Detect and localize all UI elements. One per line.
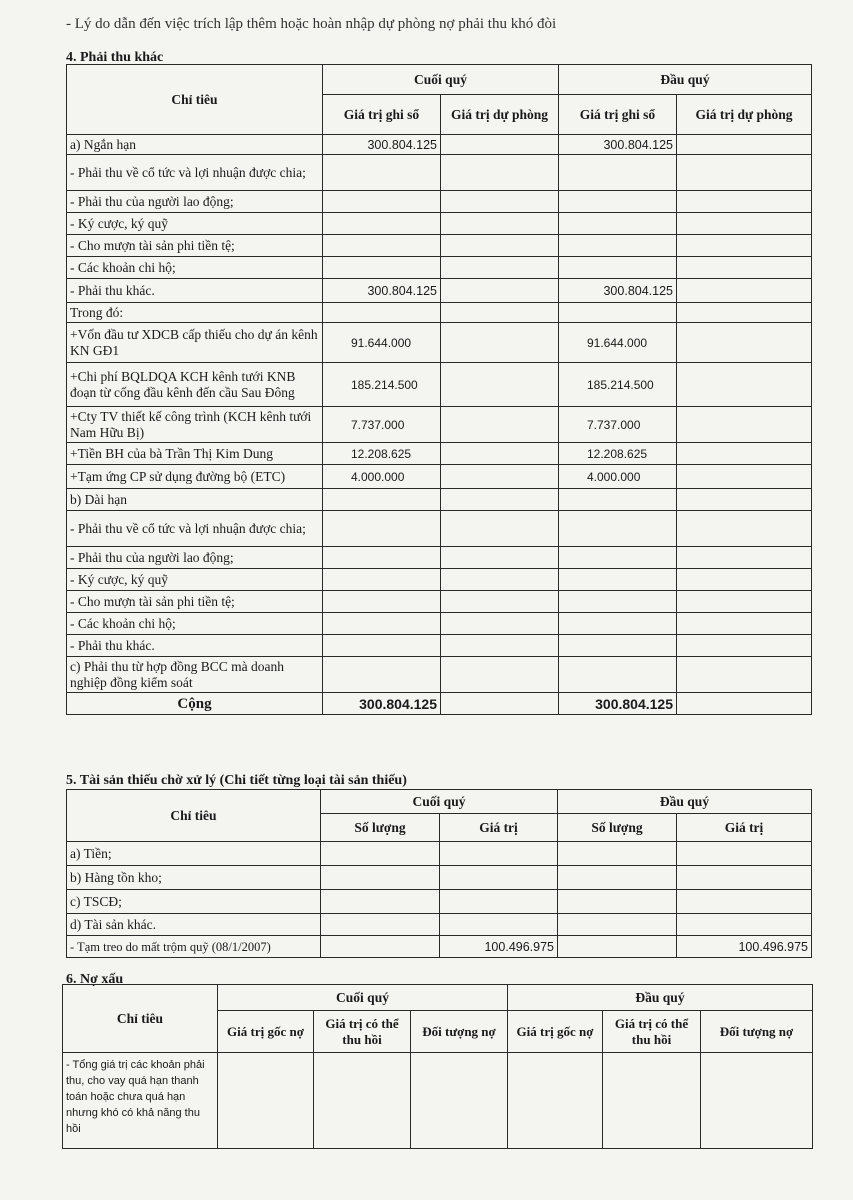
cell-dau-gia-tri xyxy=(677,914,812,936)
row-label: - Phải thu khác. xyxy=(67,279,323,303)
col-dau-quy: Đầu quý xyxy=(558,790,812,814)
cell-cuoi-ghi-so xyxy=(323,191,441,213)
table-row xyxy=(67,407,812,443)
table-row xyxy=(67,135,812,155)
cell-dau-du-phong xyxy=(677,591,812,613)
table-row xyxy=(67,465,812,489)
cell-cuoi-gia-tri xyxy=(440,842,558,866)
cell-cuoi-du-phong xyxy=(441,323,559,363)
row-label: - Ký cược, ký quỹ xyxy=(67,213,323,235)
cell-dau-ghi-so xyxy=(559,235,677,257)
cell-dau-du-phong xyxy=(677,547,812,569)
total-empty xyxy=(677,693,812,715)
table-row xyxy=(67,914,812,936)
cell-dau-du-phong xyxy=(677,407,812,443)
cell-cuoi-so-luong xyxy=(321,890,440,914)
col-du-phong-cuoi: Giá trị dự phòng xyxy=(441,95,559,135)
cell-dau-du-phong xyxy=(677,303,812,323)
intro-line: - Lý do dẫn đến việc trích lập thêm hoặc hoàn nhập dự phòng nợ phải thu khó đòi xyxy=(66,16,557,32)
cell-cuoi-du-phong xyxy=(441,135,559,155)
cell-cuoi-du-phong xyxy=(441,635,559,657)
cell-cuoi-du-phong xyxy=(441,303,559,323)
cell-cuoi-du-phong xyxy=(441,489,559,511)
cell-dau-ghi-so xyxy=(559,591,677,613)
cell-dau-ghi-so: 91.644.000 xyxy=(559,323,677,363)
table-row xyxy=(67,569,812,591)
col-cuoi-quy: Cuối quý xyxy=(321,790,558,814)
row-label: - Cho mượn tài sản phi tiền tệ; xyxy=(67,235,323,257)
cell-cuoi-ghi-so xyxy=(323,591,441,613)
col-goc-dau: Giá trị gốc nợ xyxy=(508,1011,603,1053)
cell-cuoi-du-phong xyxy=(441,657,559,693)
row-label: Trong đó: xyxy=(67,303,323,323)
cell-dau-du-phong xyxy=(677,489,812,511)
cell-dau-ghi-so xyxy=(559,657,677,693)
total-cuoi: 300.804.125 xyxy=(323,693,441,715)
table-row xyxy=(67,303,812,323)
cell-cuoi-ghi-so xyxy=(323,155,441,191)
col-goc-cuoi: Giá trị gốc nợ xyxy=(218,1011,314,1053)
col-thu-hoi-cuoi: Giá trị có thể thu hồi xyxy=(314,1011,411,1053)
cell-dau-du-phong xyxy=(677,235,812,257)
cell-cuoi-ghi-so: 300.804.125 xyxy=(323,135,441,155)
cell-cuoi-du-phong xyxy=(441,511,559,547)
cell-dau-so-luong xyxy=(558,936,677,958)
table-row xyxy=(67,635,812,657)
cell-cuoi-ghi-so: 12.208.625 xyxy=(323,443,441,465)
cell-dau-ghi-so: 4.000.000 xyxy=(559,465,677,489)
cell-dau-du-phong xyxy=(677,257,812,279)
col-gia-tri-cuoi: Giá trị xyxy=(440,814,558,842)
cell-cuoi-ghi-so xyxy=(323,547,441,569)
cell-dau-du-phong xyxy=(677,635,812,657)
total-dau: 300.804.125 xyxy=(559,693,677,715)
cell-dau-du-phong xyxy=(677,155,812,191)
cell-cuoi-gia-tri: 100.496.975 xyxy=(440,936,558,958)
cell-dau-ghi-so xyxy=(559,511,677,547)
row-label: a) Tiền; xyxy=(67,842,321,866)
cell-cuoi-so-luong xyxy=(321,866,440,890)
cell-cuoi-ghi-so xyxy=(323,257,441,279)
cell-cuoi-gia-tri xyxy=(440,914,558,936)
cell-cuoi-du-phong xyxy=(441,407,559,443)
cell-dau-ghi-so xyxy=(559,191,677,213)
col-ghi-so-dau: Giá trị ghi sổ xyxy=(559,95,677,135)
table-row xyxy=(67,657,812,693)
col-dau-quy: Đầu quý xyxy=(559,65,812,95)
cell-cuoi-ghi-so: 4.000.000 xyxy=(323,465,441,489)
table-row xyxy=(67,155,812,191)
row-label: +Cty TV thiết kế công trình (KCH kênh tưới Nam Hữu Bị) xyxy=(67,407,323,443)
cell-empty xyxy=(218,1053,314,1149)
cell-cuoi-du-phong xyxy=(441,213,559,235)
cell-dau-ghi-so: 7.737.000 xyxy=(559,407,677,443)
cell-dau-du-phong xyxy=(677,135,812,155)
col-gia-tri-dau: Giá trị xyxy=(677,814,812,842)
cell-dau-ghi-so xyxy=(559,155,677,191)
cell-cuoi-du-phong xyxy=(441,547,559,569)
cell-cuoi-du-phong xyxy=(441,443,559,465)
cell-cuoi-ghi-so: 300.804.125 xyxy=(323,279,441,303)
total-empty xyxy=(441,693,559,715)
cell-cuoi-so-luong xyxy=(321,936,440,958)
table-row xyxy=(67,842,812,866)
cell-dau-so-luong xyxy=(558,890,677,914)
cell-empty xyxy=(314,1053,411,1149)
cell-cuoi-du-phong xyxy=(441,191,559,213)
cell-dau-gia-tri: 100.496.975 xyxy=(677,936,812,958)
cell-dau-du-phong xyxy=(677,323,812,363)
section5-table xyxy=(66,789,812,958)
cell-dau-ghi-so xyxy=(559,569,677,591)
cell-cuoi-ghi-so xyxy=(323,235,441,257)
row-label: b) Dài hạn xyxy=(67,489,323,511)
cell-cuoi-du-phong xyxy=(441,465,559,489)
cell-cuoi-gia-tri xyxy=(440,890,558,914)
row-label: a) Ngắn hạn xyxy=(67,135,323,155)
cell-dau-ghi-so: 12.208.625 xyxy=(559,443,677,465)
table-row xyxy=(67,591,812,613)
table-row xyxy=(67,443,812,465)
table-row xyxy=(67,279,812,303)
total-label: Cộng xyxy=(67,693,323,715)
cell-dau-ghi-so xyxy=(559,257,677,279)
col-doi-tuong-cuoi: Đối tượng nợ xyxy=(411,1011,508,1053)
cell-cuoi-du-phong xyxy=(441,569,559,591)
cell-dau-du-phong xyxy=(677,443,812,465)
cell-dau-du-phong xyxy=(677,363,812,407)
row-label: - Tạm treo do mất trộm quỹ (08/1/2007) xyxy=(67,936,321,958)
cell-empty xyxy=(508,1053,603,1149)
cell-cuoi-ghi-so: 7.737.000 xyxy=(323,407,441,443)
cell-dau-gia-tri xyxy=(677,890,812,914)
cell-cuoi-ghi-so xyxy=(323,635,441,657)
section4-title: 4. Phải thu khác xyxy=(66,50,164,65)
row-label: - Các khoản chi hộ; xyxy=(67,613,323,635)
row-label: - Ký cược, ký quỹ xyxy=(67,569,323,591)
cell-cuoi-ghi-so xyxy=(323,613,441,635)
col-du-phong-dau: Giá trị dự phòng xyxy=(677,95,812,135)
table-row xyxy=(67,866,812,890)
cell-cuoi-ghi-so xyxy=(323,303,441,323)
cell-cuoi-so-luong xyxy=(321,842,440,866)
row-label: - Tổng giá trị các khoản phải thu, cho vay quá hạn thanh toán hoặc chưa quá hạn nhưng khó có khả năng thu hồi xyxy=(63,1053,218,1149)
cell-dau-so-luong xyxy=(558,866,677,890)
row-label: - Phải thu của người lao động; xyxy=(67,547,323,569)
row-label: - Phải thu của người lao động; xyxy=(67,191,323,213)
col-cuoi-quy: Cuối quý xyxy=(218,985,508,1011)
cell-cuoi-ghi-so xyxy=(323,213,441,235)
cell-dau-ghi-so xyxy=(559,547,677,569)
row-label: b) Hàng tồn kho; xyxy=(67,866,321,890)
row-label: c) TSCĐ; xyxy=(67,890,321,914)
col-chi-tieu: Chỉ tiêu xyxy=(67,790,321,842)
row-label: +Chi phí BQLDQA KCH kênh tưới KNB đoạn từ cống đầu kênh đến cầu Sau Đông xyxy=(67,363,323,407)
col-so-luong-dau: Số lượng xyxy=(558,814,677,842)
cell-dau-ghi-so: 300.804.125 xyxy=(559,135,677,155)
row-label: - Phải thu về cổ tức và lợi nhuận được chia; xyxy=(67,155,323,191)
table-row xyxy=(67,613,812,635)
cell-cuoi-du-phong xyxy=(441,257,559,279)
cell-cuoi-ghi-so xyxy=(323,489,441,511)
cell-dau-du-phong xyxy=(677,213,812,235)
section6-table xyxy=(62,984,813,1149)
section4-table xyxy=(66,64,812,715)
table-row xyxy=(67,213,812,235)
row-label: +Vốn đầu tư XDCB cấp thiếu cho dự án kênh KN GĐ1 xyxy=(67,323,323,363)
cell-dau-du-phong xyxy=(677,511,812,547)
cell-cuoi-ghi-so xyxy=(323,657,441,693)
row-label: d) Tài sản khác. xyxy=(67,914,321,936)
cell-cuoi-du-phong xyxy=(441,363,559,407)
cell-dau-du-phong xyxy=(677,657,812,693)
cell-dau-ghi-so xyxy=(559,213,677,235)
cell-cuoi-ghi-so: 91.644.000 xyxy=(323,323,441,363)
col-chi-tieu: Chỉ tiêu xyxy=(67,65,323,135)
cell-dau-du-phong xyxy=(677,279,812,303)
cell-cuoi-du-phong xyxy=(441,591,559,613)
cell-dau-ghi-so: 185.214.500 xyxy=(559,363,677,407)
row-label: - Cho mượn tài sản phi tiền tệ; xyxy=(67,591,323,613)
col-thu-hoi-dau: Giá trị có thể thu hồi xyxy=(603,1011,701,1053)
cell-cuoi-ghi-so xyxy=(323,569,441,591)
cell-empty xyxy=(411,1053,508,1149)
table-row xyxy=(67,191,812,213)
cell-dau-du-phong xyxy=(677,465,812,489)
cell-dau-du-phong xyxy=(677,613,812,635)
cell-dau-ghi-so: 300.804.125 xyxy=(559,279,677,303)
col-cuoi-quy: Cuối quý xyxy=(323,65,559,95)
row-label: +Tạm ứng CP sử dụng đường bộ (ETC) xyxy=(67,465,323,489)
row-label: - Các khoản chi hộ; xyxy=(67,257,323,279)
table-row xyxy=(67,363,812,407)
cell-cuoi-ghi-so: 185.214.500 xyxy=(323,363,441,407)
col-doi-tuong-dau: Đối tượng nợ xyxy=(701,1011,813,1053)
table-row xyxy=(67,890,812,914)
cell-cuoi-so-luong xyxy=(321,914,440,936)
section5-title: 5. Tài sản thiếu chờ xử lý (Chi tiết từng loại tài sản thiếu) xyxy=(66,773,407,788)
cell-cuoi-du-phong xyxy=(441,155,559,191)
cell-dau-ghi-so xyxy=(559,635,677,657)
row-label: c) Phải thu từ hợp đồng BCC mà doanh nghiệp đồng kiểm soát xyxy=(67,657,323,693)
table-row xyxy=(67,235,812,257)
cell-dau-du-phong xyxy=(677,569,812,591)
section6-title: 6. Nợ xấu xyxy=(66,972,124,987)
col-chi-tieu: Chỉ tiêu xyxy=(63,985,218,1053)
cell-dau-so-luong xyxy=(558,842,677,866)
cell-dau-ghi-so xyxy=(559,303,677,323)
row-label: - Phải thu về cổ tức và lợi nhuận được chia; xyxy=(67,511,323,547)
col-so-luong-cuoi: Số lượng xyxy=(321,814,440,842)
table-row xyxy=(67,547,812,569)
table-row xyxy=(67,936,812,958)
cell-dau-gia-tri xyxy=(677,866,812,890)
cell-empty xyxy=(701,1053,813,1149)
cell-cuoi-du-phong xyxy=(441,235,559,257)
table-row xyxy=(67,511,812,547)
table-row xyxy=(67,257,812,279)
cell-cuoi-gia-tri xyxy=(440,866,558,890)
cell-empty xyxy=(603,1053,701,1149)
cell-dau-so-luong xyxy=(558,914,677,936)
cell-dau-gia-tri xyxy=(677,842,812,866)
cell-dau-du-phong xyxy=(677,191,812,213)
row-label: +Tiền BH của bà Trần Thị Kim Dung xyxy=(67,443,323,465)
cell-cuoi-du-phong xyxy=(441,613,559,635)
table-row xyxy=(67,489,812,511)
cell-dau-ghi-so xyxy=(559,613,677,635)
cell-dau-ghi-so xyxy=(559,489,677,511)
col-ghi-so-cuoi: Giá trị ghi sổ xyxy=(323,95,441,135)
table-row xyxy=(67,323,812,363)
row-label: - Phải thu khác. xyxy=(67,635,323,657)
cell-cuoi-ghi-so xyxy=(323,511,441,547)
cell-cuoi-du-phong xyxy=(441,279,559,303)
col-dau-quy: Đầu quý xyxy=(508,985,813,1011)
